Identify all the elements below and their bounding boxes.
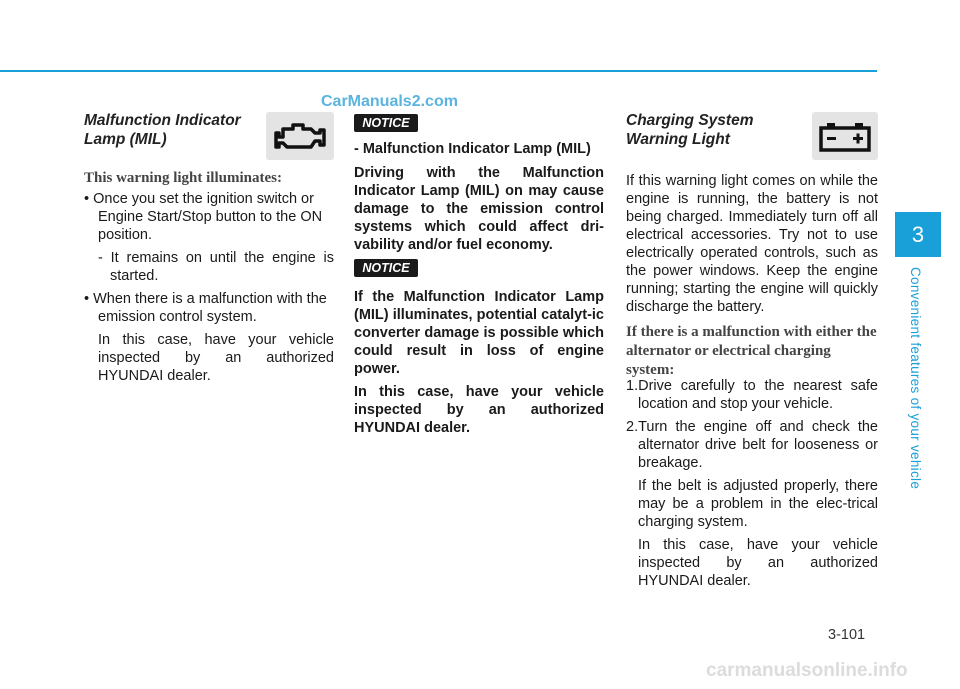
- mil-bullet-1: • Once you set the ignition switch or Engine Start/Stop button to the ON position.: [84, 191, 323, 243]
- notice-badge-1: NOTICE: [354, 114, 418, 132]
- notice-1-body: [354, 140, 604, 254]
- mil-bullet-1-sub: - It remains on until the engine is started.: [98, 250, 334, 284]
- charging-step-1: 1.Drive carefully to the nearest safe location and stop your vehicle.: [626, 378, 878, 412]
- header-rule: [0, 70, 877, 72]
- charging-steps: [626, 377, 878, 590]
- mil-body: [84, 190, 334, 385]
- page-number: 3-101: [828, 627, 866, 643]
- chapter-label-text: Convenient features of your vehicle: [908, 267, 923, 490]
- charging-step-2: 2.Turn the engine off and check the alternator drive belt for looseness or breakage.: [626, 419, 878, 471]
- engine-check-icon: [266, 112, 334, 160]
- charging-heading: [626, 111, 816, 149]
- charging-step-2-para-1: If the belt is adjusted properly, there may be a problem in the elec-trical charging system.: [638, 478, 878, 530]
- mil-heading-line1: Malfunction Indicator: [84, 112, 241, 129]
- notice-2-text: If the Malfunction Indicator Lamp (MIL) illuminates, potential catalyt-ic converter damage is possible which could result in loss of engine power.: [354, 289, 604, 377]
- charging-intro-text: If this warning light comes on while the engine is running, the battery is not being charged. Immediately turn off all electrical accessories. Try not to use electrically operated controls, such as the power windows. Keep the engine running; starting the engine will quickly discharge the battery.: [626, 173, 878, 315]
- notice-1-title: - Malfunction Indicator Lamp (MIL): [354, 141, 591, 157]
- charging-heading-line1: Charging System: [626, 112, 754, 129]
- notice-1-text: Driving with the Malfunction Indicator Lamp (MIL) on may cause damage to the emission control systems which could affect dri-vability and/or fuel economy.: [354, 165, 604, 253]
- mil-heading-line2: Lamp (MIL): [84, 131, 167, 148]
- mil-bullet-2: • When there is a malfunction with the emission control system.: [84, 291, 327, 325]
- mil-bullet-2-text: When there is a malfunction with the emission control system.: [93, 291, 327, 325]
- charging-heading-line2: Warning Light: [626, 131, 730, 148]
- watermark-bottom: carmanualsonline.info: [706, 660, 908, 681]
- battery-icon: [812, 112, 878, 160]
- notice-2-text-2: In this case, have your vehicle inspected by an authorized HYUNDAI dealer.: [354, 384, 604, 436]
- notice-badge-2: NOTICE: [354, 259, 418, 277]
- charging-subhead: If there is a malfunction with either the alternator or electrical charging system:: [626, 324, 877, 378]
- mil-bullet-1-text: Once you set the ignition switch or Engine Start/Stop button to the ON position.: [93, 191, 323, 243]
- charging-step-2-para-2: In this case, have your vehicle inspected by an authorized HYUNDAI dealer.: [638, 537, 878, 589]
- chapter-label: [905, 267, 925, 497]
- notice-2-body: [354, 288, 604, 437]
- mil-subhead: This warning light illuminates:: [84, 170, 282, 186]
- watermark-top: CarManuals2.com: [321, 93, 458, 110]
- mil-heading: [84, 111, 274, 149]
- mil-bullet-2-para: In this case, have your vehicle inspected by an authorized HYUNDAI dealer.: [98, 332, 334, 384]
- chapter-tab: 3: [895, 212, 941, 257]
- charging-intro: [626, 172, 878, 316]
